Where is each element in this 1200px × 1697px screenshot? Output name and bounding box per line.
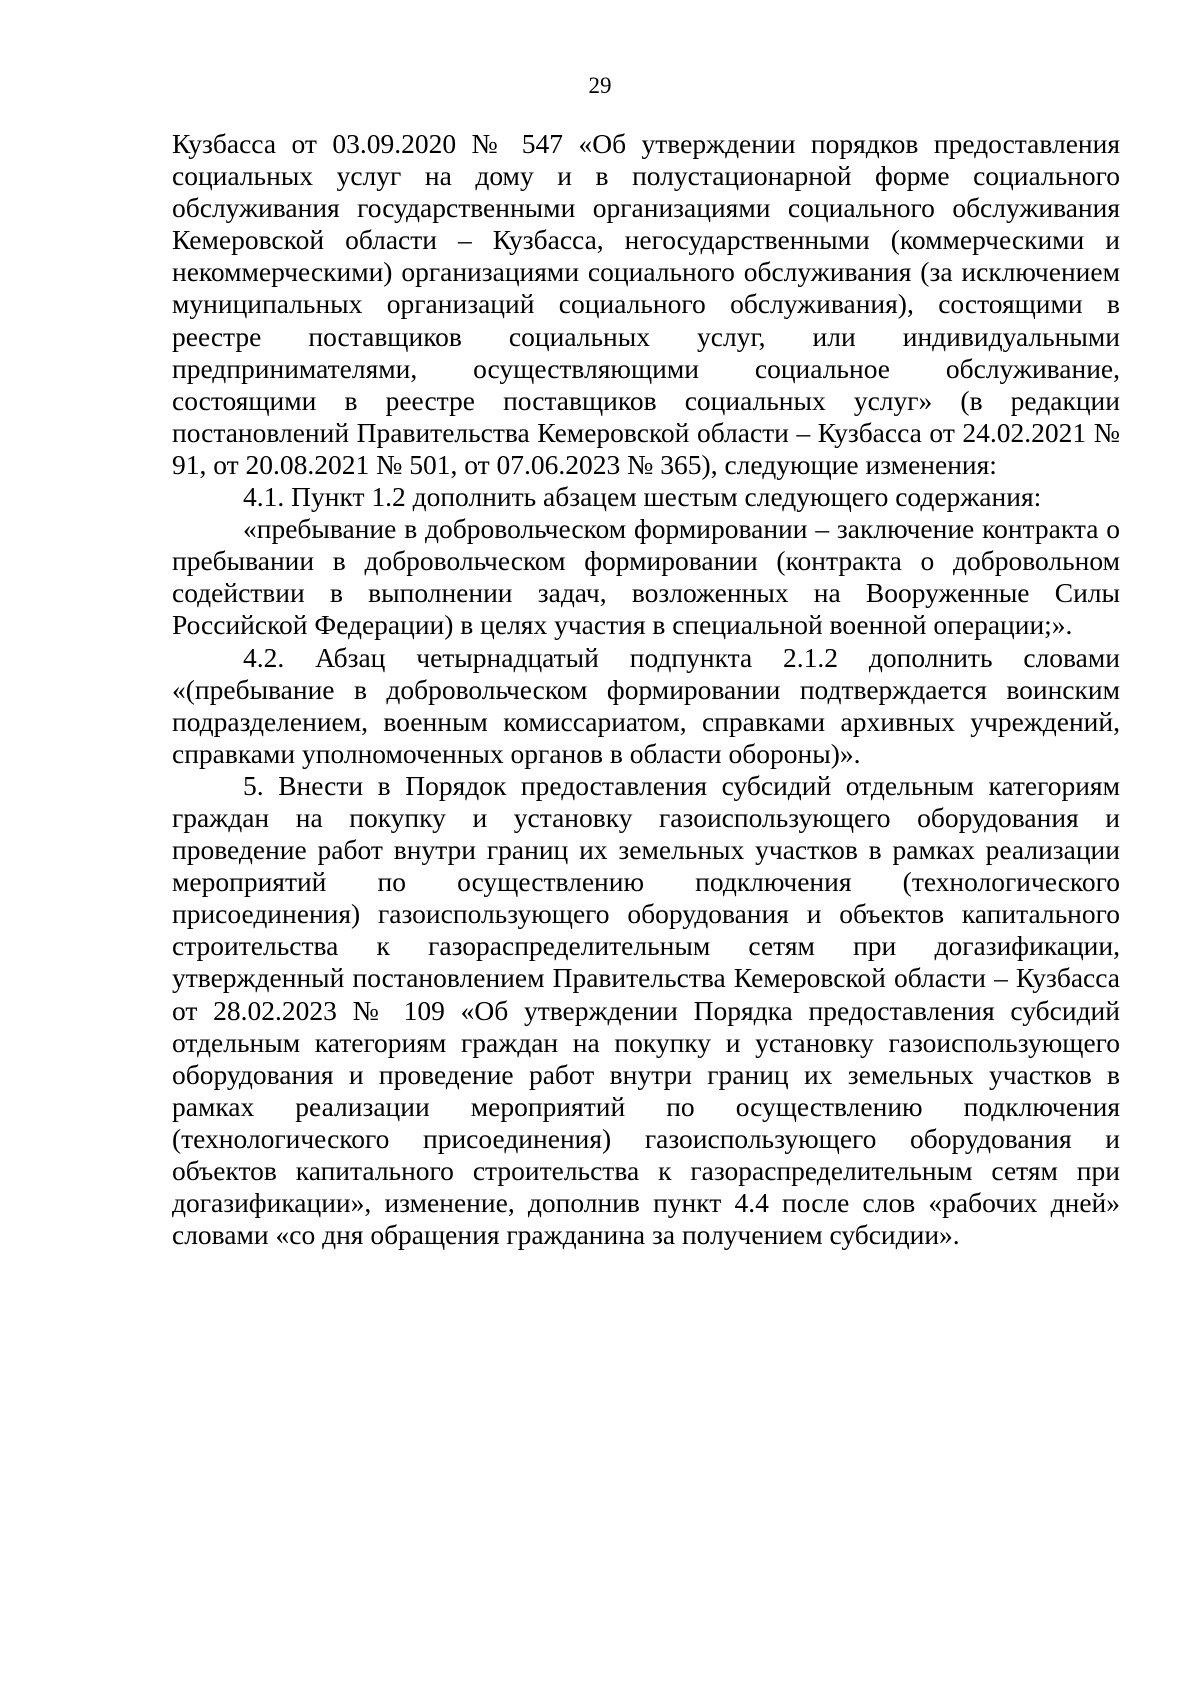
paragraph-quoted-definition: «пребывание в добровольческом формировании – заключение контракта о пребывании в добровольческом формировании (контракта о добровольном содействии в выполнении задач, возложенных на Вооруженные Силы Российской Федерации) в целях участия в специальной военной операции;». [172, 513, 1120, 641]
document-body [172, 128, 1120, 1251]
page-number: 29 [588, 73, 612, 98]
paragraph-item-4-1: 4.1. Пункт 1.2 дополнить абзацем шестым следующего содержания: [243, 481, 1042, 513]
paragraph-item-5: 5. Внести в Порядок предоставления субсидий отдельным категориям граждан на покупку и установку газоиспользующего оборудования и проведение работ внутри границ их земельных участков в рамках реализации мероприятий по осуществлению подключения (технологического присоединения) газоиспользующего оборудования и объектов капитального строительства к газораспределительным сетям при догазификации, утвержденный постановлением Правительства Кемеровской области – Кузбасса от 28.02.2023 № 109 «Об утверждении Порядка предоставления субсидий отдельным категориям граждан на покупку и установку газоиспользующего оборудования и проведение работ внутри границ их земельных участков в рамках реализации мероприятий по осуществлению подключения (технологического присоединения) газоиспользующего оборудования и объектов капитального строительства к газораспределительным сетям при догазификации», изменение, дополнив пункт 4.4 после слов «рабочих дней» словами «со дня обращения гражданина за получением субсидии». [172, 769, 1120, 1251]
paragraph-item-4-2: 4.2. Абзац четырнадцатый подпункта 2.1.2 дополнить словами «(пребывание в добровольческом формировании подтверждается воинским подразделением, военным комиссариатом, справками архивных учреждений, справками уполномоченных органов в области обороны)». [172, 641, 1120, 769]
paragraph-continuation: Кузбасса от 03.09.2020 № 547 «Об утверждении порядков предоставления социальных услуг на дому и в полустационарной форме социального обслуживания государственными организациями социального обслуживания Кемеровской области – Кузбасса, негосударственными (коммерческими и некоммерческими) организациями социального обслуживания (за исключением муниципальных организаций социального обслуживания), состоящими в реестре поставщиков социальных услуг, или индивидуальными предпринимателями, осуществляющими социальное обслуживание, состоящими в реестре поставщиков социальных услуг» (в редакции постановлений Правительства Кемеровской области – Кузбасса от 24.02.2021 № 91, от 20.08.2021 № 501, от 07.06.2023 № 365), следующие изменения: [172, 128, 1120, 480]
